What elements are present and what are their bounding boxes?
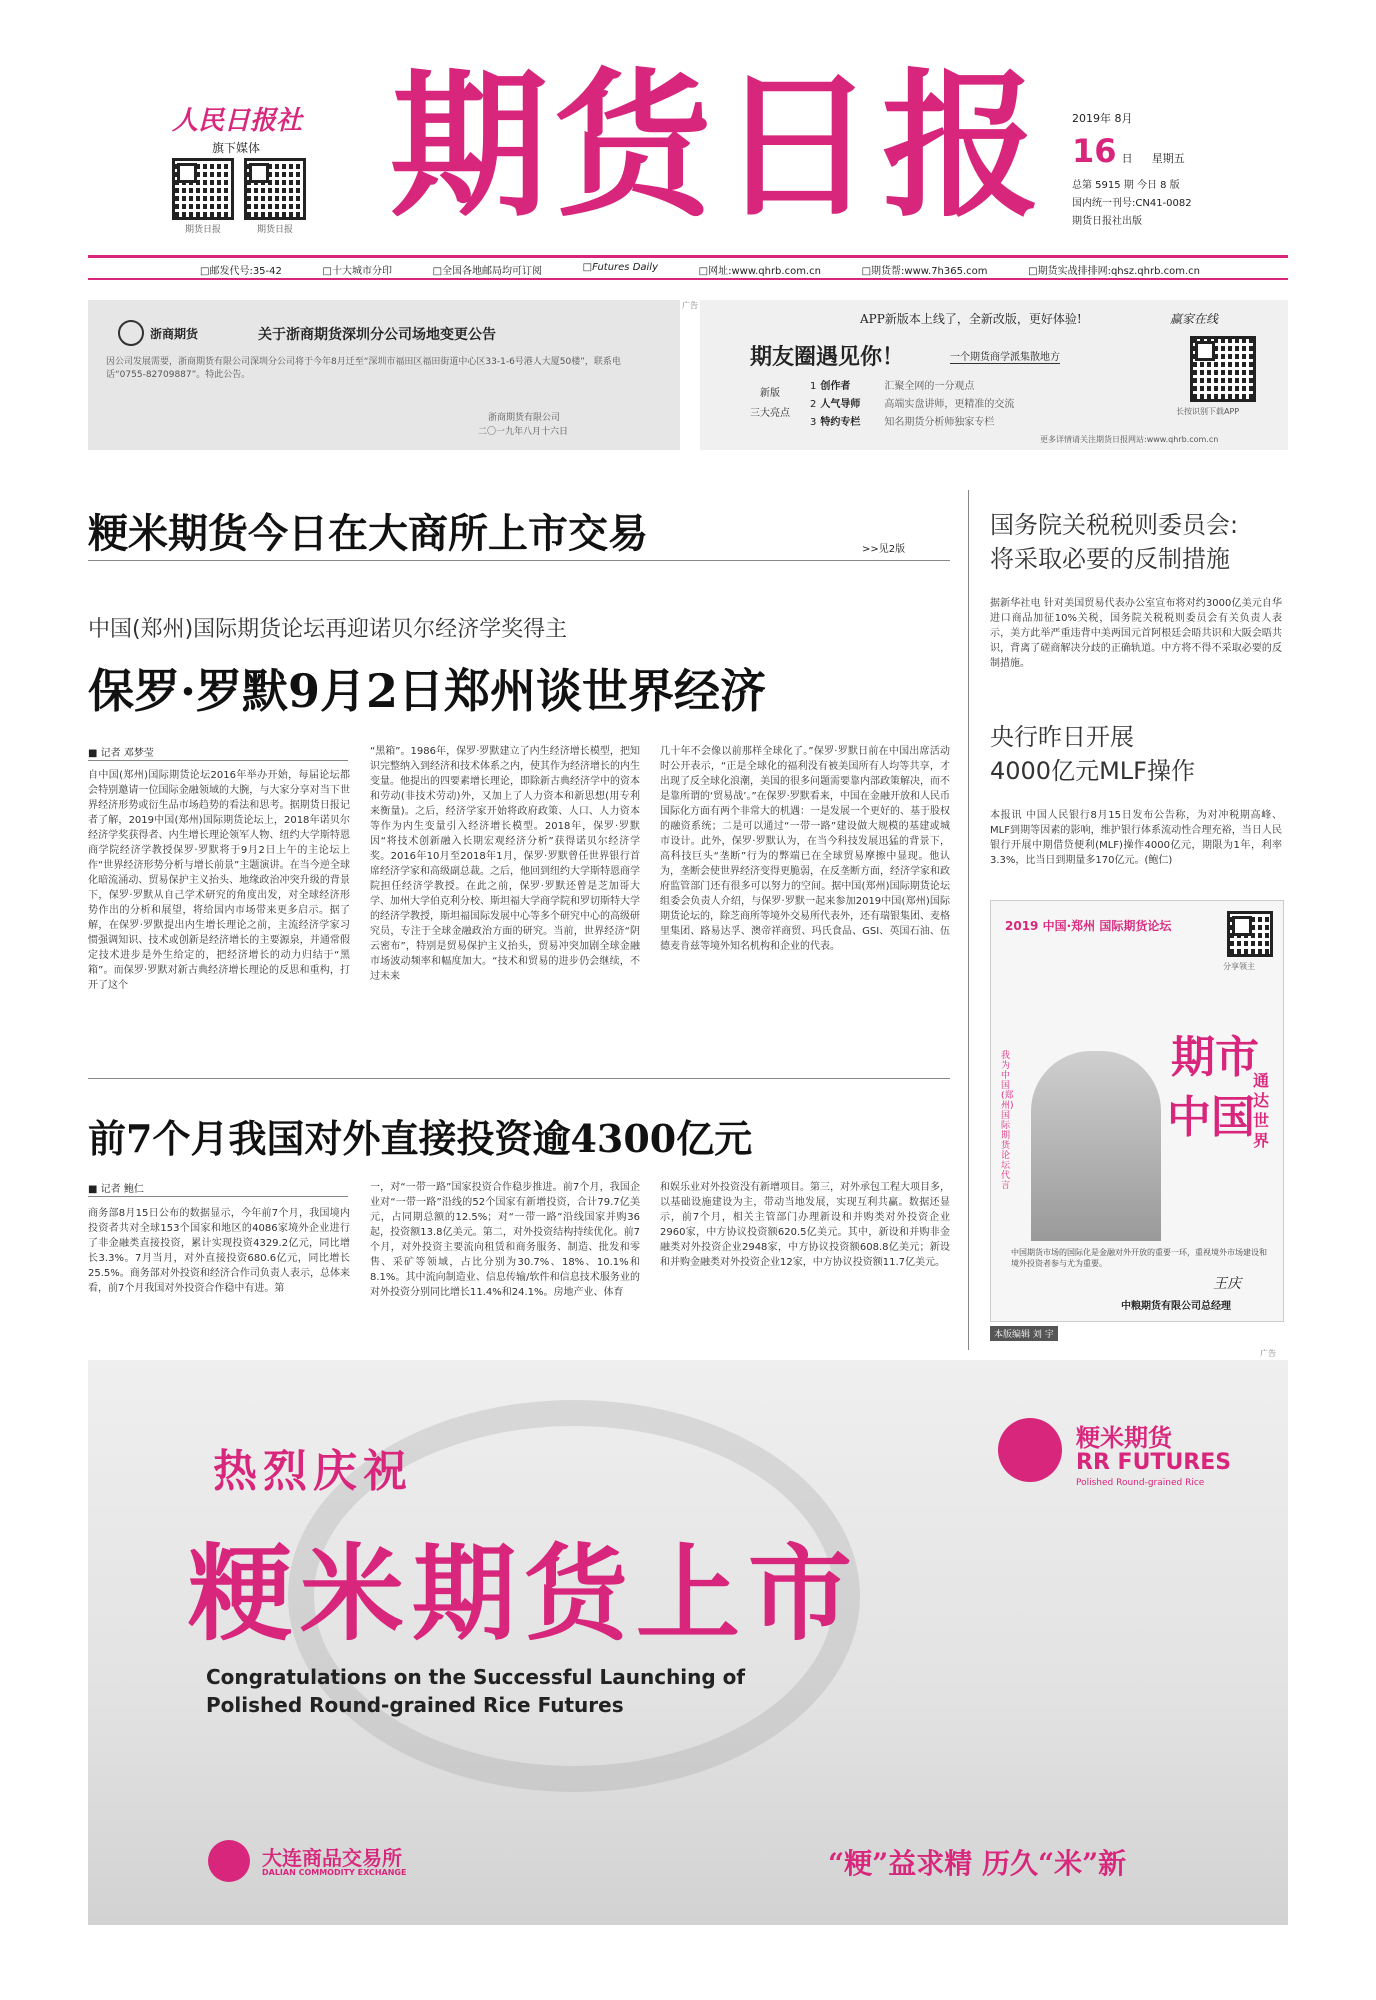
forum-person-name: 王庆 [1213,1276,1241,1292]
date-day-unit: 日 [1121,152,1133,165]
app-promo-footer: 更多详情请关注期货日报网站:www.qhrb.com.cn [1040,435,1219,444]
publisher-logo-text: 人民日报社 [172,106,303,136]
sidebar-story2-headline-line: 央行昨日开展 [990,723,1134,751]
forum-slogan: 通达世界 [1253,1071,1270,1150]
info-qihuobang-link[interactable]: □期货帮:www.7h365.com [861,266,988,277]
qr-code-2[interactable] [244,158,306,220]
feature-row: 2 人气导师 高端实盘讲师，更精准的交流 [810,399,1015,410]
info-subscribe: □全国各地邮局均可订阅 [432,266,543,277]
zheshang-logo [118,320,198,346]
sidebar-story1-headline-line: 将采取必要的反制措施 [990,545,1230,573]
feature-row: 3 特约专栏 知名期货分析师独家专栏 [810,417,995,428]
sidebar-story2-body: 本报讯 中国人民银行8月15日发布公告称，为对冲税期高峰、MLF到期等因素的影响，维护银行体系流动性合理充裕，当日人民银行开展中期借贷便利(MLF)操作4000亿元，期限为1年，利率3.3%，比当日到期量多170亿元。(鲍仁) [990,810,1282,866]
zheshang-signature-date: 二〇一九年八月十六日 [478,427,569,437]
ad-english-line-1: Congratulations on the Successful Launching of [206,1665,746,1689]
app-promo-label-1: 新版 [760,388,780,399]
rr-futures-logo [998,1418,1278,1508]
second-byline-rule [88,1196,348,1197]
sidebar-story2-headline-line: 4000亿元MLF操作 [990,757,1195,785]
date-block [1072,110,1282,227]
sidebar-divider [968,490,969,1350]
main-story-col-1: 自中国(郑州)国际期货论坛2016年举办开始，每届论坛都会特别邀请一位国际金融领域的大腕，与大家分享对当下世界经济形势或衍生品市场趋势的看法和思考。据期货日报记者了解，2019中国(郑州)国际期货论坛上，2018年诺贝尔经济学奖获得者、内生增长理论领军人物、纽约大学斯特恩商学院经济学教授保罗·罗默将于9月2日上午的主论坛上作“世界经济形势分析与增长前景”主题演讲。在当今逆全球化暗流涌动、贸易保护主义抬头、地缘政治冲突升级的背景下，保罗·罗默从自己学术研究的角度出发，对全球经济形势作出的分析和展望，将给国内市场带来更多启示。据了解，在保罗·罗默提出内生增长理论之前，主流经济学家习惯强调知识、技术或创新是经济增长的主要源泉，并通常假定技术进步是外生给定的，把经济增长的动力归结于“黑箱”。而保罗·罗默对新古典经济增长理论的反思和重构，打开了这个 [88,770,350,991]
forum-person-photo [1031,1051,1161,1241]
rice-futures-ad [88,1360,1288,1925]
qr-label-2: 期货日报 [256,225,293,235]
app-qr-caption: 长按识别下载APP [1176,407,1240,416]
issue-line-1: 总第 5915 期 今日 8 版 [1072,180,1180,191]
zheshang-logo-icon [118,320,144,346]
info-bar-rule [88,278,1288,280]
ad-main-title: 粳米期货上市 [188,1532,861,1655]
forum-big-1: 期市 [1171,1032,1259,1083]
ad-english-line-2: Polished Round-grained Rice Futures [206,1693,624,1717]
main-byline-rule [88,760,348,761]
ad-celebrate: 热烈庆祝 [213,1446,413,1497]
second-story-col-2: 一，对“一带一路”国家投资合作稳步推进。前7个月，我国企业对“一带一路”沿线的52个国家有新增投资，合计79.7亿美元，占同期总额的12.5%；对“一带一路”沿线国家并购36起，投资额13.8亿美元。第二，对外投资结构持续优化。前7个月，对外投资主要流向租赁和商务服务、制造、批发和零售、采矿等领域，占比分别为30.7%、18%、10.1%和8.1%。其中流向制造业、信息传输/软件和信息技术服务业的对外投资分别同比增长11.4%和24.1%。房地产业、体育 [370,1182,640,1298]
main-byline: ■ 记者 邓梦莹 [88,744,154,759]
app-promo-slogan: 一个期货商学派集散地方 [950,348,1060,364]
forum-person-title: 中粮期货有限公司总经理 [1121,1301,1231,1312]
issue-line-3: 期货日报社出版 [1072,216,1142,227]
forum-big-2: 中国 [1167,1092,1255,1143]
bottom-ad-tag: 广告 [1260,1349,1276,1358]
info-futures-daily: □Futures Daily [582,262,659,273]
qr-label-1: 期货日报 [184,225,221,235]
publisher-sub: 旗下媒体 [212,141,261,155]
second-story-col-1: 商务部8月15日公布的数据显示，今年前7个月，我国境内投资者共对全球153个国家和地区的4086家境外企业进行了非金融类直接投资，累计实现投资4329.2亿元，同比增长3.3%。7月当月，对外直接投资680.6亿元，同比增长25.5%。商务部对外投资和经济合作司负责人表示，总体来看，前7个月我国对外投资合作稳中有进。第 [88,1208,350,1294]
zheshang-signature-company: 浙商期货有限公司 [488,413,561,423]
app-promo-ad [700,300,1288,450]
second-story-col-3: 和娱乐业对外投资没有新增项目。第三，对外承包工程大项目多，以基础设施建设为主，带动当地发展，实现互利共赢。数据还显示，前7个月，相关主管部门办理新设和并购类对外投资企业2960家，中方协议投资额620.5亿美元。其中，新设和并购非金融类对外投资企业2948家，中方协议投资额608.8亿美元；新设和并购金融类对外投资企业12家，中方协议投资额11.7亿美元。 [660,1182,950,1268]
ad-motto: “粳”益求精 历久“米”新 [828,1847,1127,1880]
qr-code-1[interactable] [172,158,234,220]
info-print-cities: □十大城市分印 [322,266,392,277]
exchange-cn: 大连商品交易所 [262,1846,402,1870]
info-ranking-link[interactable]: □期货实战排排网:qhsz.qhrb.com.cn [1028,266,1200,277]
masthead-rule [88,255,1288,258]
info-bar [200,262,1200,277]
forum-side-text: 我为中国(郑州)国际期货论坛代言 [1001,1051,1014,1191]
lead-headline[interactable]: 粳米期货今日在大商所上市交易 [88,510,648,557]
rice-bowl-icon [998,1418,1062,1482]
app-promo-headline: 期友圈遇见你！ [750,344,905,370]
publisher-logo [172,100,332,156]
main-story-col-2: “黑箱”。1986年，保罗·罗默建立了内生经济增长模型，把知识完整纳入到经济和技术体系之内，使其作为经济增长的内生变量。他提出的四要素增长理论，即除新古典经济学中的资本和劳动(非技术劳动)外，又加上了人力资本和新思想(用专利来衡量)。之后，经济学家开始将政府政策、人口、人力资本等作为内生变量引入经济增长模型。2018年，保罗·罗默因“将技术创新融入长期宏观经济分析”获得诺贝尔经济学奖。2016年10月至2018年1月，保罗·罗默曾任世界银行首席经济学家和高级副总裁。之后，他回到纽约大学斯特恩商学院担任经济学教授。在此之前，保罗·罗默还曾是芝加哥大学、加州大学伯克利分校、斯坦福大学商学院和罗切斯特大学的经济学教授，斯坦福国际发展中心等多个研究中心的高级研究员，专注于全球金融政治方面的研究。当前，世界经济“阴云密布”，特别是贸易保护主义抬头，贸易冲突加剧全球金融市场波动频率和幅度加大。“技术和贸易的进步仍会继续，不过未来 [370,746,640,982]
issue-line-2: 国内统一刊号:CN41-0082 [1072,198,1192,209]
app-promo-brand: 赢家在线 [1170,312,1219,326]
main-kicker: 中国(郑州)国际期货论坛再迎诺贝尔经济学奖得主 [88,617,568,642]
weekday: 星期五 [1151,152,1185,165]
logo-sub: Polished Round-grained Rice [1076,1478,1205,1488]
forum-banner: 2019 中国·郑州 国际期货论坛 [1005,919,1172,933]
date-day: 16 [1072,132,1117,170]
app-promo-features [810,378,1014,432]
section-rule [88,1078,950,1079]
zheshang-company: 浙商期货 [150,326,199,341]
app-download-qr[interactable] [1190,336,1256,402]
info-postal-code: □邮发代号:35-42 [200,266,282,277]
second-headline[interactable]: 前7个月我国对外直接投资逾4300亿元 [88,1116,753,1161]
forum-qr[interactable] [1227,911,1273,957]
second-byline: ■ 记者 鲍仁 [88,1180,144,1195]
info-website-link[interactable]: □网址:www.qhrb.com.cn [698,266,821,277]
app-promo-label-2: 三大亮点 [750,408,790,419]
sidebar-story1-headline[interactable] [990,508,1238,576]
app-promo-tagline: APP新版本上线了，全新改版，更好体验! [860,312,1082,326]
sidebar-story1-body: 据新华社电 针对美国贸易代表办公室宣布将对约3000亿美元自华进口商品加征10%关税，国务院关税税则委员会有关负责人表示，美方此举严重违背中美两国元首阿根廷会晤共识和大阪会晤共识，背离了磋商解决分歧的正确轨道。中方将不得不采取必要的反制措施。 [990,598,1282,669]
dce-icon [208,1840,250,1882]
sidebar-story1-headline-line: 国务院关税税则委员会: [990,511,1239,539]
feature-row: 1 创作者 汇聚全网的一分观点 [810,381,975,392]
zheshang-title: 关于浙商期货深圳分公司场地变更公告 [258,327,496,343]
lead-see-page[interactable]: >>见2版 [862,544,906,555]
page-editor: 本版编辑 刘 宇 [990,1326,1058,1341]
logo-cn: 粳米期货 [1076,1424,1172,1452]
exchange-en: DALIAN COMMODITY EXCHANGE [262,1868,407,1877]
forum-quote: 中国期货市场的国际化是金融对外开放的重要一环，重视境外市场建设和境外投资者参与尤为重要。 [1011,1248,1267,1268]
main-headline[interactable]: 保罗·罗默9月2日郑州谈世界经济 [88,664,767,718]
lead-rule [88,560,950,561]
forum-qr-caption: 分享领主 [1223,962,1255,971]
zheshang-notice-ad [88,300,680,450]
logo-en: RR FUTURES [1076,1450,1232,1475]
sidebar-story2-headline[interactable] [990,720,1195,788]
ad-tag-1: 广告 [682,301,698,310]
zheshang-body: 因公司发展需要，浙商期货有限公司深圳分公司将于今年8月迁至“深圳市福田区福田街道中心区33-1-6号港人大厦50楼”，联系电话“0755-82709887”。特此公告。 [106,357,621,380]
forum-ad [990,900,1284,1322]
main-story-col-3: 几十年不会像以前那样全球化了。”保罗·罗默日前在中国出席活动时公开表示，“正是全球化的福利没有被美国所有人均等共享，才出现了反全球化浪潮，美国的很多问题需要靠内部政策解决，而不是靠所谓的‘贸易战’。”在保罗·罗默看来，中国在金融开放和人民币国际化方面有两个非常大的机遇：一是发展一个更好的、基于股权的融资系统；二是可以通过“一带一路”建设做大规模的基建或城市设计。此外，保罗·罗默认为，在当今科技发展迅猛的背景下，高科技巨头“垄断”行为的弊端已在全球贸易摩擦中显现。他认为，垄断会使世界经济变得更脆弱，在反垄断方面，经济学家和政府监管部门还有很多可以努力的空间。据中国(郑州)国际期货论坛组委会负责人介绍，与保罗·罗默一起来参加2019中国(郑州)国际期货论坛的，除芝商所等境外交易所代表外，还有瑞银集团、麦格里集团、路易达孚、澳帝祥商贸、玛氏食品、GSI、英国石油、伍德麦肯兹等境外知名机构和企业的代表。 [660,746,950,952]
masthead-title: 期货日报 [390,54,1046,239]
date-year-month: 2019年 8月 [1072,112,1133,125]
